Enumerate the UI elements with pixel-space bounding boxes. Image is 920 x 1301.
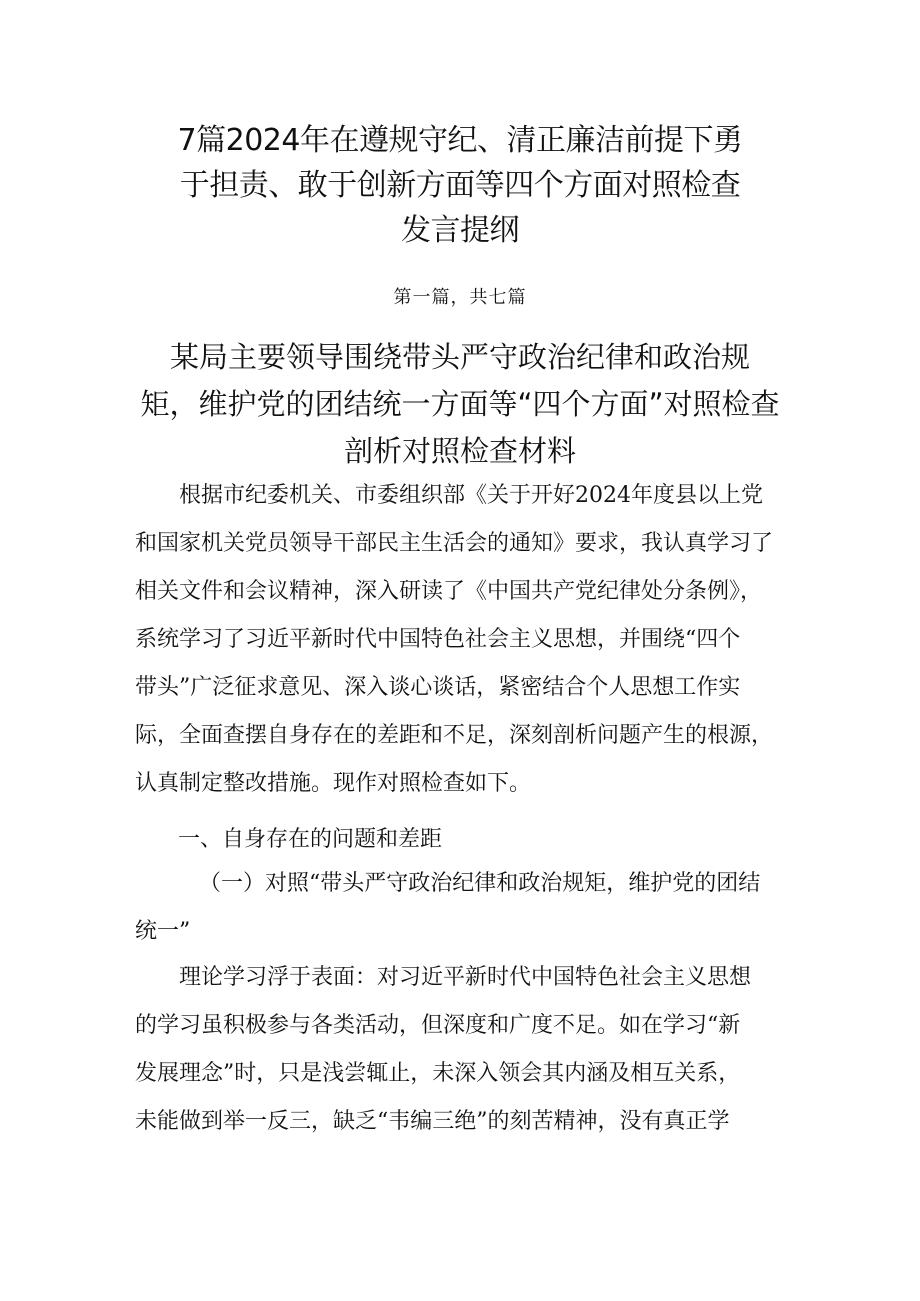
paragraph-line: 未能做到举一反三，缺乏“韦编三绝”的刻苦精神，没有真正学	[135, 1109, 730, 1134]
intro-line: 根据市纪委机关、市委组织部《关于开好2024年度县以上党	[179, 483, 763, 508]
document-title	[120, 118, 800, 253]
section-heading-1: 一、自身存在的问题和差距	[178, 827, 443, 852]
paragraph-line: 的学习虽积极参与各类活动，但深度和广度不足。如在学习“新	[135, 1013, 741, 1038]
subsection-line: （一）对照“带头严守政治纪律和政治规矩，维护党的团结	[199, 871, 761, 896]
subsection-line: 统一”	[135, 919, 191, 944]
heading-line-3: 剖析对照检查材料	[343, 434, 576, 468]
intro-line: 系统学习了习近平新时代中国特色社会主义思想，并围绕“四个	[135, 627, 741, 652]
paragraph-line: 理论学习浮于表面：对习近平新时代中国特色社会主义思想	[179, 965, 752, 990]
intro-paragraph	[135, 472, 790, 808]
heading-line-2: 矩，维护党的团结统一方面等“四个方面”对照检查	[140, 387, 780, 421]
title-line-3: 发言提纲	[401, 213, 519, 248]
paragraph-line: 发展理念”时，只是浅尝辄止，未深入领会其内涵及相互关系，	[135, 1061, 741, 1086]
intro-line: 认真制定整改措施。现作对照检查如下。	[135, 771, 532, 796]
part-indicator: 第一篇，共七篇	[393, 287, 527, 308]
intro-line: 际，全面查摆自身存在的差距和不足，深刻剖析问题产生的根源，	[135, 723, 774, 748]
title-line-1: 7篇2024年在遵规守纪、清正廉洁前提下勇	[177, 123, 743, 158]
title-line-2: 于担责、敢于创新方面等四个方面对照检查	[179, 168, 741, 203]
intro-line: 相关文件和会议精神，深入研读了《中国共产党纪律处分条例》，	[135, 579, 763, 604]
body-paragraph-2	[135, 954, 790, 1146]
intro-line: 和国家机关党员领导干部民主生活会的通知》要求，我认真学习了	[135, 531, 774, 556]
article-heading	[110, 334, 810, 475]
heading-line-1: 某局主要领导围绕带头严守政治纪律和政治规	[169, 340, 750, 374]
intro-line: 带头”广泛征求意见、深入谈心谈话，紧密结合个人思想工作实	[135, 675, 741, 700]
subsection-heading-1	[135, 860, 790, 956]
